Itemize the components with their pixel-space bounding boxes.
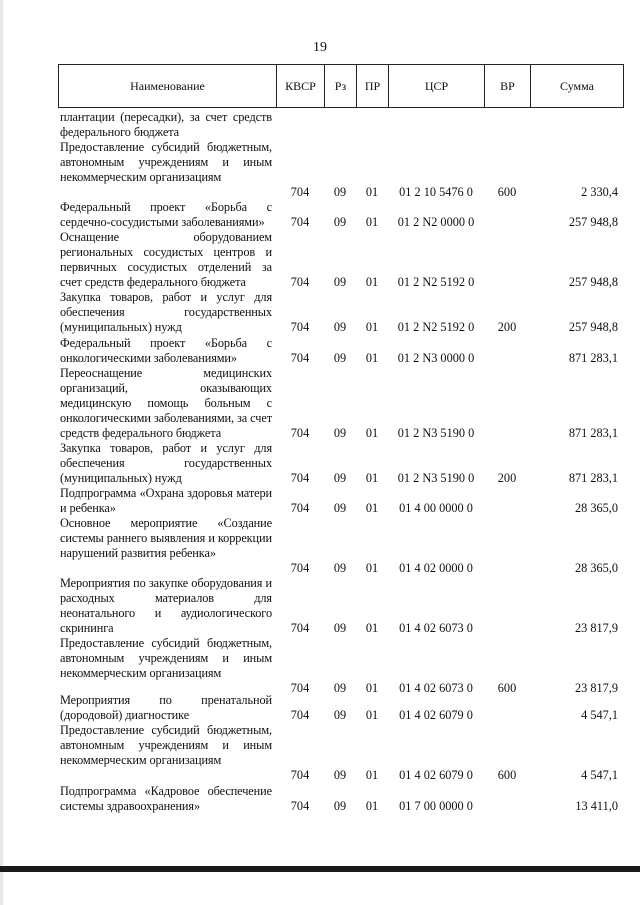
row-sum: 257 948,8 [568, 275, 618, 289]
row-sum: 4 547,1 [581, 768, 618, 782]
row-kvsr: 704 [290, 799, 310, 813]
row-kvsr: 704 [290, 275, 310, 289]
row-name: Переоснащение медицинских организаций, оказывающих медицинскую помощь больным с онкологическими заболеваниями, за счет средств федерального бюджета [60, 366, 272, 440]
row-name: Подпрограмма «Охрана здоровья матери и ребенка» [60, 486, 272, 515]
row-rz: 09 [333, 185, 347, 199]
row-kvsr: 704 [290, 708, 310, 722]
row-name: Предоставление субсидий бюджетным, автономным учреждениям и иным некоммерческим организациям [60, 140, 272, 184]
row-csr: 01 4 02 6073 0 [399, 621, 473, 635]
row-name: Предоставление субсидий бюджетным, автономным учреждениям и иным некоммерческим организациям [60, 636, 272, 680]
table-row [58, 441, 624, 486]
row-pr: 01 [365, 768, 379, 782]
row-name: Предоставление субсидий бюджетным, автономным учреждениям и иным некоммерческим организациям [60, 723, 272, 767]
row-csr: 01 4 00 0000 0 [399, 501, 473, 515]
page-bottom-border [0, 866, 640, 872]
row-kvsr: 704 [290, 185, 310, 199]
row-sum: 28 365,0 [574, 561, 618, 575]
page-number: 19 [313, 40, 327, 55]
row-csr: 01 2 10 5476 0 [399, 185, 473, 199]
table-header [58, 64, 624, 108]
row-rz: 09 [333, 320, 347, 334]
row-sum: 13 411,0 [575, 799, 618, 813]
row-csr: 01 2 N2 5192 0 [397, 275, 475, 289]
row-pr: 01 [365, 351, 379, 365]
header-name: Наименование [59, 65, 277, 107]
row-name: Закупка товаров, работ и услуг для обеспечения государственных (муниципальных) нужд [60, 441, 272, 485]
row-kvsr: 704 [290, 471, 310, 485]
row-sum: 871 283,1 [568, 426, 618, 440]
row-sum: 28 365,0 [574, 501, 618, 515]
row-kvsr: 704 [290, 681, 310, 695]
row-pr: 01 [365, 681, 379, 695]
row-csr: 01 4 02 6079 0 [399, 768, 473, 782]
header-pr: ПР [357, 65, 389, 107]
row-pr: 01 [365, 471, 379, 485]
row-kvsr: 704 [290, 768, 310, 782]
row-pr: 01 [365, 320, 379, 334]
table-row [58, 693, 624, 723]
row-csr: 01 2 N3 5190 0 [397, 471, 475, 485]
row-rz: 09 [333, 215, 347, 229]
row-csr: 01 4 02 0000 0 [399, 561, 473, 575]
row-sum: 23 817,9 [574, 681, 618, 695]
row-rz: 09 [333, 768, 347, 782]
row-rz: 09 [333, 621, 347, 635]
row-rz: 09 [333, 708, 347, 722]
row-sum: 871 283,1 [568, 471, 618, 485]
row-pr: 01 [365, 185, 379, 199]
row-kvsr: 704 [290, 351, 310, 365]
row-pr: 01 [365, 426, 379, 440]
header-rz: Рз [325, 65, 357, 107]
table-row [58, 636, 624, 696]
row-csr: 01 4 02 6079 0 [399, 708, 473, 722]
row-rz: 09 [333, 799, 347, 813]
table-row [58, 230, 624, 290]
row-name: Подпрограмма «Кадровое обеспечение системы здравоохранения» [60, 784, 272, 813]
row-name: плантации (пересадки), за счет средств федерального бюджета [60, 110, 272, 139]
row-kvsr: 704 [290, 561, 310, 575]
row-pr: 01 [365, 621, 379, 635]
row-rz: 09 [333, 471, 347, 485]
row-vr: 600 [497, 185, 517, 199]
row-name: Федеральный проект «Борьба с онкологическими заболеваниями» [60, 336, 272, 365]
row-pr: 01 [365, 561, 379, 575]
row-name: Оснащение оборудованием региональных сосудистых центров и первичных сосудистых отделений за счет средств федерального бюджета [60, 230, 272, 289]
row-rz: 09 [333, 501, 347, 515]
table-row [58, 110, 624, 140]
row-csr: 01 2 N3 0000 0 [397, 351, 475, 365]
row-pr: 01 [365, 275, 379, 289]
table-row [58, 486, 624, 516]
table-row [58, 723, 624, 783]
row-vr: 600 [497, 768, 517, 782]
table-row [58, 576, 624, 636]
row-name: Мероприятия по закупке оборудования и расходных материалов для неонатального и аудиологического скрининга [60, 576, 272, 635]
row-csr: 01 7 00 0000 0 [399, 799, 473, 813]
row-csr: 01 2 N2 0000 0 [397, 215, 475, 229]
row-vr: 200 [497, 471, 517, 485]
row-sum: 23 817,9 [574, 621, 618, 635]
page-edge-shadow [0, 0, 3, 905]
table-row [58, 200, 624, 230]
row-rz: 09 [333, 426, 347, 440]
table-row [58, 516, 624, 576]
row-sum: 257 948,8 [568, 320, 618, 334]
row-rz: 09 [333, 351, 347, 365]
row-sum: 257 948,8 [568, 215, 618, 229]
row-pr: 01 [365, 799, 379, 813]
row-rz: 09 [333, 681, 347, 695]
row-kvsr: 704 [290, 426, 310, 440]
row-kvsr: 704 [290, 320, 310, 334]
header-vr: ВР [485, 65, 531, 107]
row-name: Основное мероприятие «Создание системы раннего выявления и коррекции нарушений развития ребенка» [60, 516, 272, 560]
row-rz: 09 [333, 561, 347, 575]
row-pr: 01 [365, 708, 379, 722]
table-row [58, 784, 624, 814]
row-name: Федеральный проект «Борьба с сердечно-сосудистыми заболеваниями» [60, 200, 272, 229]
row-name: Мероприятия по пренатальной (дородовой) диагностике [60, 693, 272, 722]
row-sum: 871 283,1 [568, 351, 618, 365]
table-row [58, 336, 624, 366]
header-sum: Сумма [560, 78, 594, 93]
row-sum: 4 547,1 [581, 708, 618, 722]
row-name: Закупка товаров, работ и услуг для обеспечения государственных (муниципальных) нужд [60, 290, 272, 334]
row-vr: 200 [497, 320, 517, 334]
row-rz: 09 [333, 275, 347, 289]
row-pr: 01 [365, 501, 379, 515]
table-row [58, 366, 624, 441]
row-vr: 600 [497, 681, 517, 695]
header-csr: ЦСР [389, 65, 485, 107]
row-kvsr: 704 [290, 621, 310, 635]
table-row [58, 290, 624, 335]
row-sum: 2 330,4 [581, 185, 618, 199]
row-csr: 01 4 02 6073 0 [399, 681, 473, 695]
header-kvsr: КВСР [277, 65, 325, 107]
row-csr: 01 2 N2 5192 0 [397, 320, 475, 334]
row-pr: 01 [365, 215, 379, 229]
row-csr: 01 2 N3 5190 0 [397, 426, 475, 440]
table-row [58, 140, 624, 200]
row-kvsr: 704 [290, 501, 310, 515]
row-kvsr: 704 [290, 215, 310, 229]
